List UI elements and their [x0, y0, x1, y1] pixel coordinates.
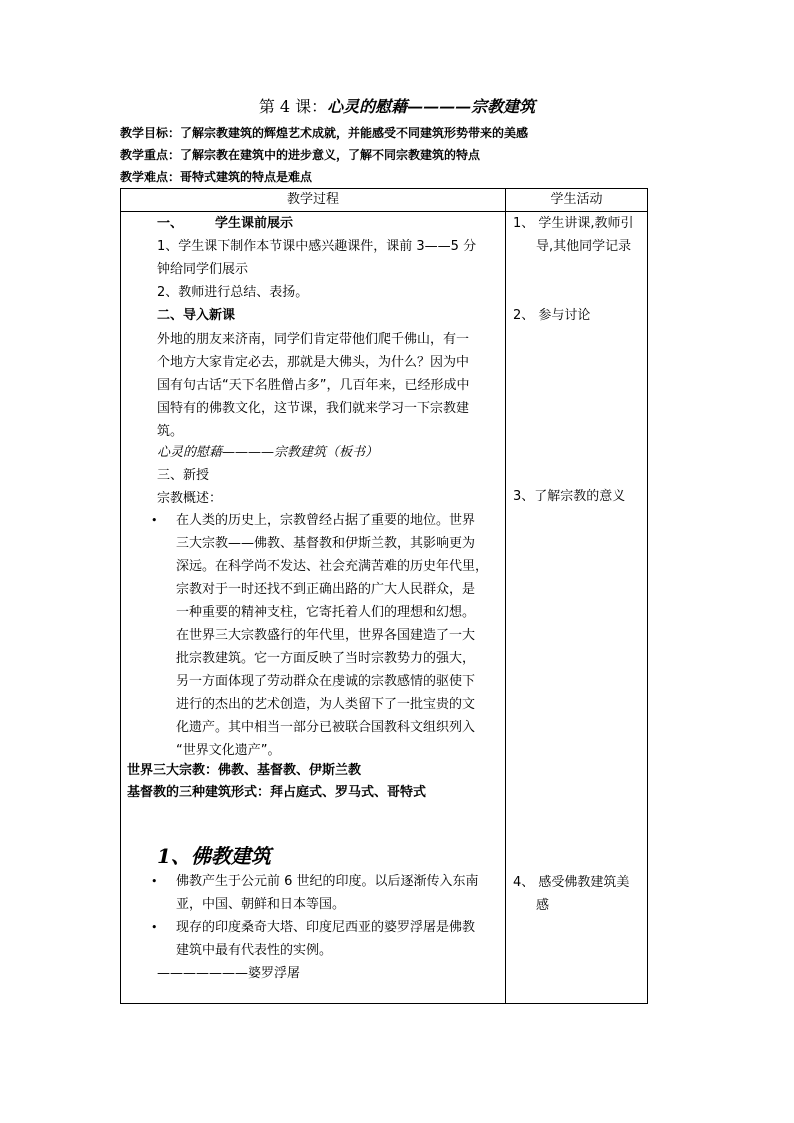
activity-2: 2、 参与讨论 [513, 308, 591, 323]
bullet-icon: • [151, 514, 158, 527]
christian-architecture-forms: 基督教的三种建筑形式：拜占庭式、罗马式、哥特式 [127, 785, 427, 800]
section-2-line-1: 外地的朋友来济南，同学们肯定带他们爬千佛山，有一 [157, 332, 470, 347]
column-divider [505, 189, 506, 1003]
examples-line-2: 建筑中最有代表性的实例。 [176, 943, 333, 958]
section-2-line-2: 个地方大家肯定必去，那就是大佛头，为什么？因为中 [157, 355, 470, 370]
lesson-title: 心灵的慰藉————宗教建筑 [327, 97, 536, 116]
activity-1-line-1: 1、 学生讲课,教师引 [513, 216, 634, 231]
board-writing: 心灵的慰藉————宗教建筑（板书） [157, 445, 379, 460]
section-1-line-1: 1、学生课下制作本节课中感兴趣课件，课前 3——5 分 [157, 239, 477, 254]
section-3-title: 三、新授 [157, 468, 210, 483]
activity-4-line-1: 4、 感受佛教建筑美 [513, 875, 630, 890]
lesson-table [120, 188, 648, 1004]
teaching-key-point: 教学重点：了解宗教在建筑中的进步意义，了解不同宗教建筑的特点 [120, 148, 481, 162]
religion-overview-label: 宗教概述： [157, 491, 223, 506]
overview-line-5: 一种重要的精神支柱，它寄托着人们的理想和幻想。 [176, 605, 476, 620]
header-divider [121, 211, 647, 212]
overview-line-2: 三大宗教——佛教、基督教和伊斯兰教，其影响更为 [176, 536, 476, 551]
overview-line-1: 在人类的历史上，宗教曾经占据了重要的地位。世界 [176, 513, 476, 528]
section-2-line-3: 国有句古话“天下名胜僧占多”，几百年来，已经形成中 [157, 378, 470, 393]
examples-line-1: 现存的印度桑奇大塔、印度尼西亚的婆罗浮屠是佛教 [176, 920, 476, 935]
header-student-activity: 学生活动 [550, 192, 603, 207]
lesson-number: 第 4 课： [258, 97, 328, 116]
buddhism-line-2: 亚，中国、朝鲜和日本等国。 [176, 897, 346, 912]
borobudur-caption: ———————婆罗浮屠 [157, 966, 301, 981]
overview-line-9: 进行的杰出的艺术创造，为人类留下了一批宝贵的文 [176, 697, 476, 712]
overview-line-10: 化遗产。其中相当一部分已被联合国教科文组织列入 [176, 720, 476, 735]
overview-line-6: 在世界三大宗教盛行的年代里，世界各国建造了一大 [176, 628, 476, 643]
activity-4-line-2: 感 [536, 898, 550, 913]
buddhism-line-1: 佛教产生于公元前 6 世纪的印度。以后逐渐传入东南 [176, 874, 479, 889]
section-1-line-2: 钟给同学们展示 [157, 262, 249, 277]
section-2-title: 二、导入新课 [157, 308, 236, 323]
overview-line-3: 深远。在科学尚不发达、社会充满苦难的历史年代里， [176, 559, 489, 574]
section-1-number: 一、 [157, 216, 184, 231]
section-1-title: 学生课前展示 [215, 216, 294, 231]
overview-line-8: 另一方面体现了劳动群众在虔诚的宗教感情的驱使下 [176, 674, 476, 689]
teaching-difficulty: 教学难点：哥特式建筑的特点是难点 [120, 170, 313, 184]
section-2-line-5: 筑。 [157, 424, 184, 439]
three-religions: 世界三大宗教：佛教、基督教、伊斯兰教 [127, 763, 362, 778]
section-2-line-4: 国特有的佛教文化，这节课，我们就来学习一下宗教建 [157, 401, 470, 416]
activity-3: 3、了解宗教的意义 [513, 489, 626, 504]
section-1-line-3: 2、教师进行总结、表扬。 [157, 285, 309, 300]
teaching-goal: 教学目标：了解宗教建筑的辉煌艺术成就，并能感受不同建筑形势带来的美感 [120, 126, 529, 140]
bullet-icon: • [151, 875, 158, 888]
buddhist-architecture-heading: 1、佛教建筑 [157, 844, 271, 868]
page-title [0, 96, 794, 118]
overview-line-7: 批宗教建筑。它一方面反映了当时宗教势力的强大， [176, 651, 476, 666]
overview-line-11: “世界文化遗产”。 [176, 743, 281, 758]
activity-1-line-2: 导,其他同学记录 [536, 239, 632, 254]
bullet-icon: • [151, 921, 158, 934]
overview-line-4: 宗教对于一时还找不到正确出路的广大人民群众，是 [176, 582, 476, 597]
header-teaching-process: 教学过程 [286, 192, 339, 207]
